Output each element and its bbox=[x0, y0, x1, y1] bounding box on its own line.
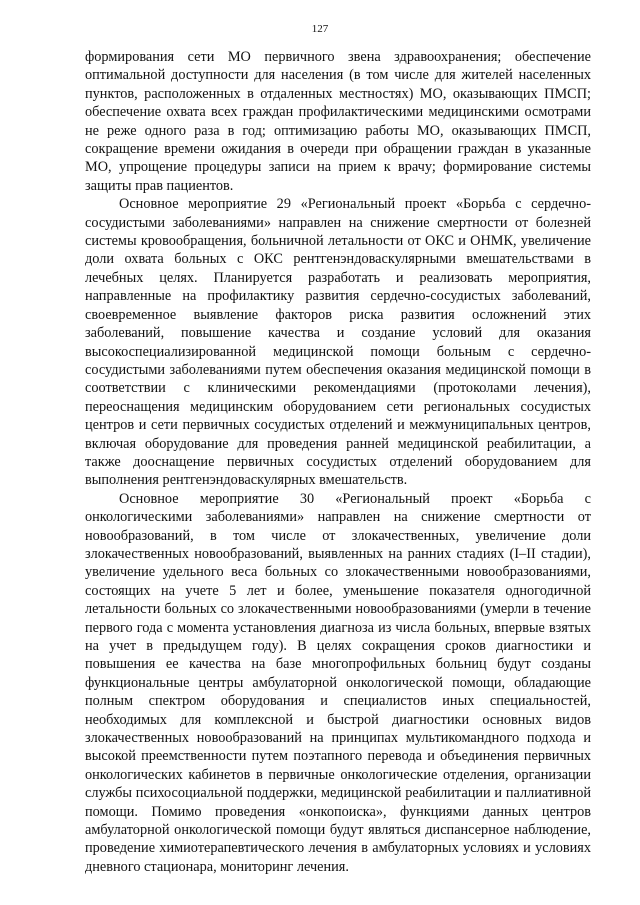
page-number: 127 bbox=[311, 23, 329, 35]
paragraph-activity-29: Основное мероприятие 29 «Региональный проект «Борьба с сердечно-сосудистыми заболеваниями» направлен на снижение смертности от болезней системы кровообращения, больничной летальности от ОКС и ОНМК, увеличение доли охвата больных с ОКС рентгенэндоваскулярными вмешательствами в лечебных целях. Планируется разработать и реализовать мероприятия, направленные на профилактику развития сердечно-сосудистых заболеваний, своевременное выявление факторов риска развития осложнений этих заболеваний, повышение качества и создание условий для оказания высокоспециализированной медицинской помощи больным с сердечно-сосудистыми заболеваниями путем обеспечения оказания медицинской помощи в соответствии с клиническими рекомендациями (протоколами лечения), переоснащения медицинским оборудованием сети региональных сосудистых центров и сети первичных сосудистых отделений и межмуниципальных центров, включая оборудование для проведения ранней медицинской реабилитации, а также дооснащение первичных сосудистых отделений оборудованием для выполнения рентгенэндоваскулярных вмешательств. bbox=[85, 196, 591, 489]
paragraph-continuation: формирования сети МО первичного звена здравоохранения; обеспечение оптимальной доступности для населения (в том числе для жителей населенных пунктов, расположенных в отдаленных местностях) МО, оказывающих ПМСП; обеспечение охвата всех граждан профилактическими медицинскими осмотрами не реже одного раза в год; оптимизацию работы МО, оказывающих ПМСП, сокращение времени ожидания в очереди при обращении граждан в указанные МО, упрощение процедуры записи на прием к врачу; формирование системы защиты прав пациентов. bbox=[85, 49, 591, 194]
paragraph-activity-30: Основное мероприятие 30 «Региональный проект «Борьба с онкологическими заболеваниями» направлен на снижение смертности от новообразований, в том числе от злокачественных, увеличение доли злокачественных новообразований, выявленных на ранних стадиях (I–II стадии), увеличение удельного веса больных со злокачественными новообразованиями, состоящих на учете 5 лет и более, уменьшение показателя одногодичной летальности больных со злокачественными новообразованиями (умерли в течение первого года с момента установления диагноза из числа больных, впервые взятых на учет в предыдущем году). В целях сокращения сроков диагностики и повышения ее качества на базе многопрофильных больниц будут созданы функциональные центры амбулаторной онкологической помощи, обладающие полным спектром оборудования и специалистов иных специальностей, необходимых для комплексной и быстрой диагностики основных видов злокачественных новообразований на принципах мультикомандного подхода и высокой преемственности путем поэтапного перевода и объединения первичных онкологических кабинетов в первичные онкологические отделения, организации службы психосоциальной поддержки, медицинской реабилитации и паллиативной помощи. Помимо проведения «онкопоиска», функциями данных центров амбулаторной онкологической помощи будут являться диспансерное наблюдение, проведение химиотерапевтического лечения в амбулаторных условиях и условиях дневного стационара, мониторинг лечения. bbox=[85, 490, 591, 875]
body-text bbox=[85, 48, 591, 876]
